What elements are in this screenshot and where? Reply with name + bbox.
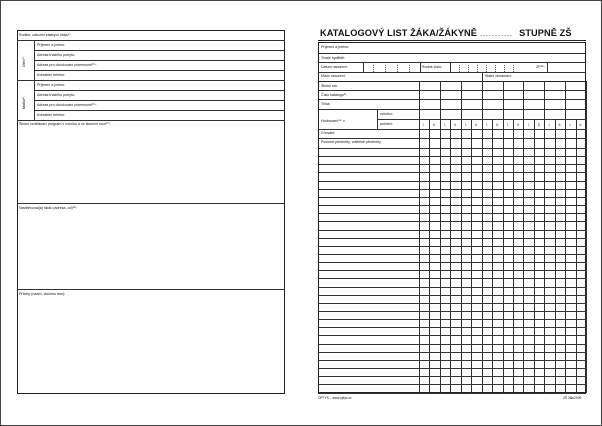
semester-label: I.: [506, 123, 509, 127]
mother-delivery-field[interactable]: Adresa pro doručování písemností¹⁶⁾:: [37, 103, 97, 107]
father-address-field[interactable]: Adresa trvalého pobytu:: [37, 53, 75, 57]
subject-row-line: [318, 335, 586, 336]
subject-row-line: [318, 368, 586, 369]
semester-label: I.: [569, 123, 572, 127]
semester-label: I.: [444, 123, 446, 127]
subject-row-line: [318, 344, 586, 345]
evaluation-label: Hodnocení¹⁴⁾ v: [321, 119, 345, 123]
birth-place-field[interactable]: Místo narození:: [321, 74, 346, 78]
father-delivery-field[interactable]: Adresa pro doručování písemností¹⁶⁾:: [37, 63, 97, 67]
page-title: [320, 28, 572, 38]
subject-row-line: [318, 172, 586, 173]
subject-row-line: [318, 360, 586, 361]
footer-publisher: OPTYS – www.optys.cz: [318, 396, 352, 400]
subjects-label: Povinné předměty, volitelné předměty: [321, 140, 381, 144]
citizenship-field[interactable]: Státní občanství:: [485, 74, 512, 78]
semester-label: II.: [454, 123, 457, 127]
semester-label: I.: [485, 123, 488, 127]
subject-row-line: [318, 230, 586, 231]
subject-row-line: [318, 393, 586, 394]
title-suffix: STUPNĚ ZŠ: [519, 28, 572, 38]
semester-label: I.: [527, 123, 530, 127]
subject-row-line: [318, 221, 586, 222]
insurance-field[interactable]: ZP¹⁹⁾:: [536, 65, 546, 69]
class-book-label: Číslo katalogu⁶⁾:: [321, 93, 348, 97]
subject-row-line: [318, 287, 586, 288]
birth-number-field[interactable]: Rodné číslo:: [422, 65, 442, 69]
parents-header: Rodiče, zákonní zástupci žáka⁴⁾:: [19, 33, 71, 37]
grid-column-line: [586, 81, 587, 393]
residence-field[interactable]: Trvalé bydliště:: [321, 56, 346, 60]
mother-name-field[interactable]: Příjmení a jméno:: [37, 83, 66, 87]
subject-row-line: [318, 352, 586, 353]
subject-row-line: [318, 262, 586, 263]
semester-label: II.: [537, 123, 541, 127]
subject-row-line: [318, 295, 586, 296]
semester-label: I.: [423, 123, 426, 127]
footer-code: ZŠ 38a/2009: [563, 396, 582, 400]
subject-row-line: [318, 376, 586, 377]
birth-date-field[interactable]: Datum narození:: [321, 65, 348, 69]
semester-label: II.: [475, 123, 478, 127]
attachments-label[interactable]: Přílohy (název, vložено dne):: [19, 292, 66, 296]
semester-label: II.: [558, 123, 562, 127]
name-field[interactable]: Příjmení a jméno:: [321, 45, 350, 49]
subject-row-line: [318, 254, 586, 255]
program-label[interactable]: Školní vzdělávací program v ročníku a ve školním roce¹⁷⁾:: [19, 122, 111, 126]
semester-label: II.: [579, 123, 583, 127]
half-label: pololetí:: [380, 122, 393, 126]
mother-address-field[interactable]: Adresa trvalého pobytu:: [37, 93, 75, 97]
grade-label: ročníku:: [380, 112, 393, 116]
subject-row-line: [318, 311, 586, 312]
subject-row-line: [318, 213, 586, 214]
father-label: Otec⁵⁾:: [22, 56, 26, 67]
mother-label: Matka⁵⁾:: [22, 95, 26, 109]
subject-row-line: [318, 181, 586, 182]
father-phone-field[interactable]: Kontaktní telefon:: [37, 73, 65, 77]
mother-phone-field[interactable]: Kontaktní telefon:: [37, 113, 65, 117]
behavior-label: Chování:: [321, 131, 336, 135]
title-main: KATALOGOVÝ LIST ŽÁKA/ŽÁKYNĚ: [320, 28, 478, 38]
subject-row-line: [318, 197, 586, 198]
school-year-label: Školní rok:: [321, 84, 338, 88]
subject-row-line: [318, 319, 586, 320]
semester-label: II.: [516, 123, 520, 127]
subject-row-line: [318, 327, 586, 328]
subject-row-line: [318, 205, 586, 206]
subject-row-line: [318, 270, 586, 271]
subject-row-line: [318, 303, 586, 304]
class-label: Třída:: [321, 102, 331, 106]
subject-row-line: [318, 164, 586, 165]
semester-label: I.: [548, 123, 551, 127]
subject-row-line: [318, 238, 586, 239]
semester-label: I.: [465, 123, 467, 127]
subject-row-line: [318, 246, 586, 247]
subject-row-line: [318, 278, 586, 279]
subject-row-line: [318, 384, 586, 385]
semester-label: II.: [495, 123, 499, 127]
subject-row-line: [318, 189, 586, 190]
right-form: [318, 42, 586, 393]
title-dots: ......................: [479, 32, 513, 38]
subject-row-line: [318, 156, 586, 157]
father-name-field[interactable]: Příjmení a jméno:: [37, 43, 66, 47]
semester-label: II.: [433, 123, 436, 127]
previous-school-label[interactable]: Navštěvoval(a) školu (adresa, od)¹⁸⁾:: [19, 206, 78, 210]
